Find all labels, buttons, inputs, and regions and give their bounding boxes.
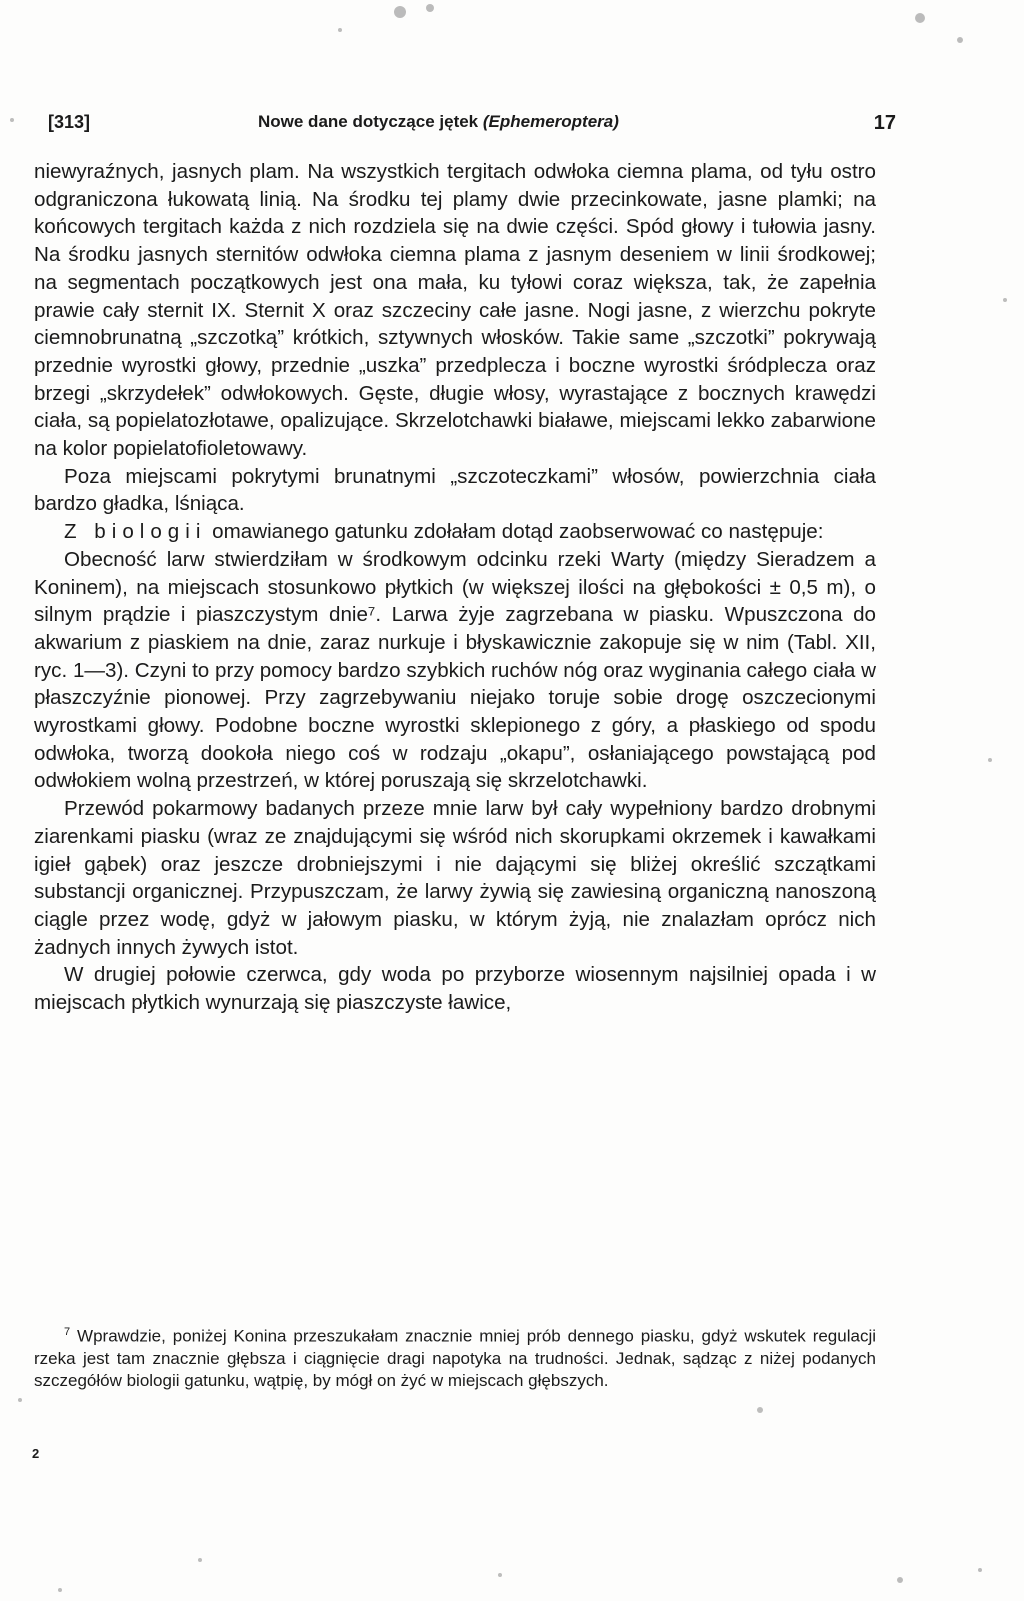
main-text [34, 158, 876, 1017]
running-title [258, 112, 619, 132]
paragraph-text: omawianego gatunku zdołałam dotąd zaobserwować co następuje: [206, 520, 824, 544]
printer-signature-mark: 2 [32, 1446, 40, 1461]
paragraph: W drugiej połowie czerwca, gdy woda po przyborze wiosennym najsilniej opada i w miejscach płytkich wynurzają się piaszczyste ławice, [34, 963, 876, 1015]
page-number: 17 [873, 112, 896, 134]
footnote-text: Wprawdzie, poniżej Konina przeszukałam znacznie mniej prób dennego piasku, gdyż wskutek regulacji rzeka jest tam znacznie głębsza i ciągnięcie dragi napotyka na trudności. Jednak, sądząc z niżej podanych szczegółów biologii gatunku, wątpię, by mógł on żyć w miejscach głębszych. [34, 1326, 876, 1390]
footnote [34, 1321, 876, 1392]
page-reference: [313] [48, 112, 91, 132]
running-title-text: Nowe dane dotyczące jętek [258, 112, 479, 131]
paragraph: Przewód pokarmowy badanych przeze mnie larw był cały wypełniony bardzo drobnymi ziarenkami piasku (wraz ze znajdującymi się wśród nich skorupkami okrzemek i kawałkami igieł gąbek) oraz jeszcze drobniejszymi i nie dającymi się bliżej określić szczątkami substancji organicznej. Przypuszczam, że larwy żywią się zawiesiną organiczną nanoszoną ciągle przez wodę, gdyż w jałowym piasku, w którym żyją, nie znalazłam oprócz nich żadnych innych żywych istot. [34, 797, 876, 959]
spaced-emphasis: Z biologii [64, 520, 207, 544]
paragraph [34, 518, 876, 546]
footnote-marker: 7 [64, 1326, 71, 1338]
running-header [48, 112, 896, 142]
paragraph: Poza miejscami pokrytymi brunatnymi „szczoteczkami” włosów, powierzchnia ciała bardzo gładka, lśniąca. [34, 464, 876, 516]
paragraph: niewyraźnych, jasnych plam. Na wszystkich tergitach odwłoka ciemna plama, od tyłu ostro odgraniczona łukowatą linią. Na środku tej plamy dwie przecinkowate, jasne plamki; na końcowych tergitach każda z nich rozdziela się na dwie części. Spód głowy i tułowia jasny. Na środku jasnych sternitów odwłoka ciemna plama z jasnym deseniem w linii środkowej; na segmentach początkowych jest ona mała, ku tyłowi coraz większa, tak, że zapełnia prawie cały sternit IX. Sternit X oraz szczeciny całe jasne. Nogi jasne, z wierzchu pokryte ciemnobrunatną „szczotką” krótkich, sztywnych włosków. Takie same „szczotki” pokrywają przednie wyrostki głowy, przednie „uszka” przedplecza i boczne wyrostki śródplecza oraz brzegi „skrzydełek” odwłokowych. Gęste, długie włosy, wyrastające z bocznych krawędzi ciała, są popielatozłotawe, opalizujące. Skrzelotchawki białawe, miejscami lekko zabarwione na kolor popielatofioletowawy. [34, 160, 876, 461]
running-title-italic: (Ephemeroptera) [482, 112, 619, 131]
paragraph: Obecność larw stwierdziłam w środkowym odcinku rzeki Warty (między Sieradzem a Koninem), na miejscach stosunkowo płytkich (w większej ilości na głębokości ± 0,5 m), o silnym prądzie i piaszczystym dnie⁷. Larwa żyje zagrzebana w piasku. Wpuszczona do akwarium z piaskiem na dnie, zaraz nurkuje i błyskawicznie zakopuje się w nim (Tabl. XII, ryc. 1—3). Czyni to przy pomocy bardzo szybkich ruchów nóg oraz wyginania całego ciała w płaszczyźnie pionowej. Przy zagrzebywaniu niejako toruje sobie drogę oszczecionymi wyrostkami głowy. Podobne boczne wyrostki sklepionego z góry, a płaskiego od spodu odwłoka, tworzą dookoła niego coś w rodzaju „okapu”, osłaniającego powstającą pod odwłokiem wolną przestrzeń, w której poruszają się skrzelotchawki. [34, 547, 876, 793]
